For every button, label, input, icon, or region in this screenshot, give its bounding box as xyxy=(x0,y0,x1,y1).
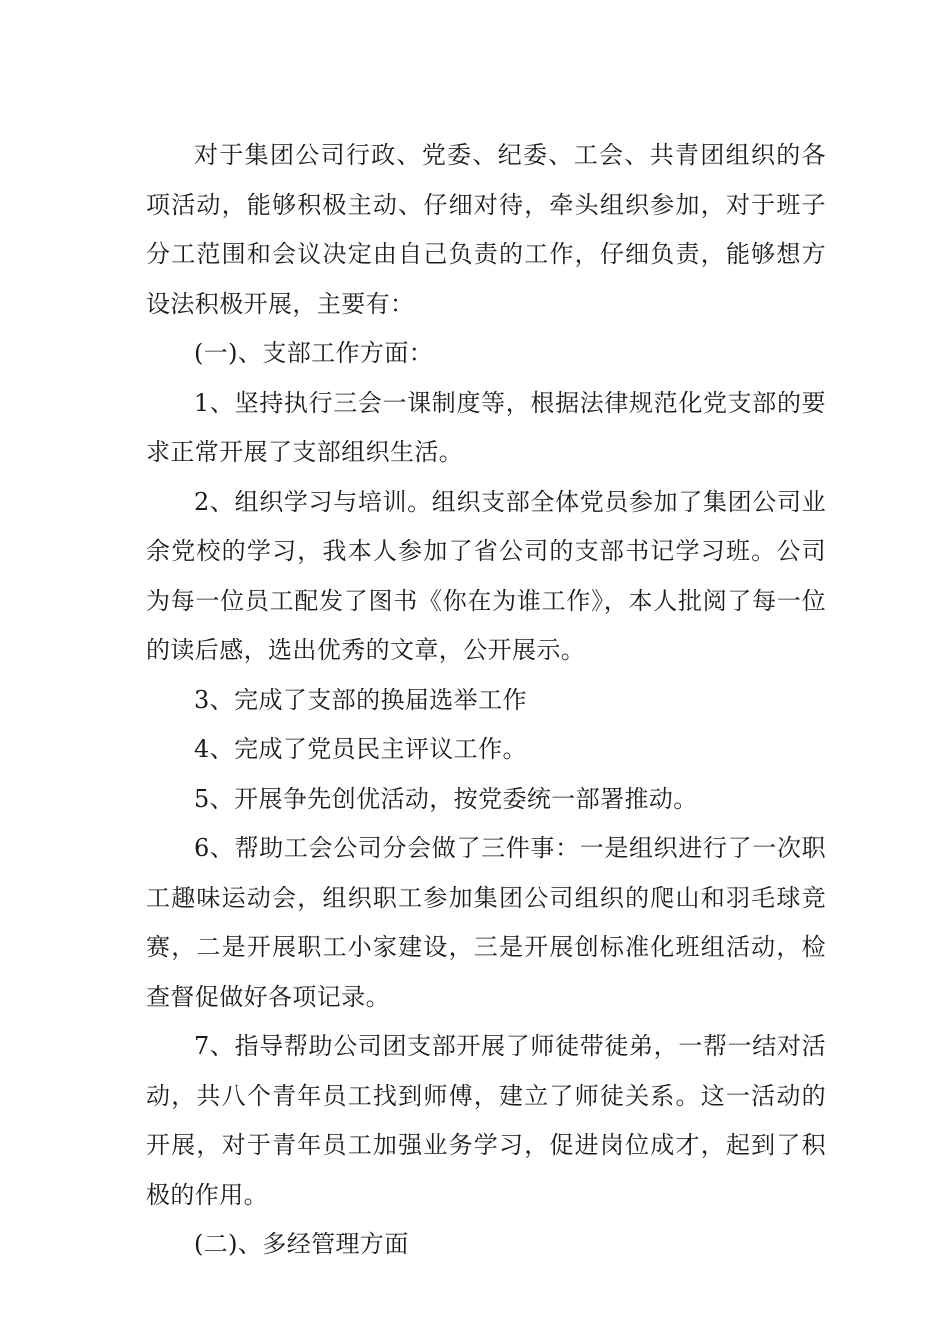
list-item-6: 6、帮助工会公司分会做了三件事：一是组织进行了一次职工趣味运动会，组织职工参加集团公司组织的爬山和羽毛球竞赛，二是开展职工小家建设，三是开展创标准化班组活动，检查督促做好各项记录。 xyxy=(146,834,826,1011)
list-item-4: 4、完成了党员民主评议工作。 xyxy=(194,735,527,763)
section-heading-diversified-management: (二)、多经管理方面 xyxy=(194,1230,409,1258)
list-item-3: 3、完成了支部的换届选举工作 xyxy=(194,685,527,714)
list-item-5: 5、开展争先创优活动，按党委统一部署推动。 xyxy=(194,784,698,813)
section-heading-branch-work: (一)、支部工作方面： xyxy=(194,339,434,367)
list-item-7: 7、指导帮助公司团支部开展了师徒带徒弟，一帮一结对活动，共八个青年员工找到师傅，建立了师徒关系。这一活动的开展，对于青年员工加强业务学习，促进岗位成才，起到了积极的作用。 xyxy=(146,1032,826,1209)
list-item-1: 1、坚持执行三会一课制度等，根据法律规范化党支部的要求正常开展了支部组织生活。 xyxy=(146,388,826,466)
intro-paragraph: 对于集团公司行政、党委、纪委、工会、共青团组织的各项活动，能够积极主动、仔细对待，牵头组织参加，对于班子分工范围和会议决定由自己负责的工作，仔细负责，能够想方设法积极开展，主要有： xyxy=(146,141,826,318)
document-body xyxy=(146,131,826,1270)
list-item-2: 2、组织学习与培训。组织支部全体党员参加了集团公司业余党校的学习，我本人参加了省公司的支部书记学习班。公司为每一位员工配发了图书《你在为谁工作》，本人批阅了每一位的读后感，选出优秀的文章，公开展示。 xyxy=(146,487,826,664)
